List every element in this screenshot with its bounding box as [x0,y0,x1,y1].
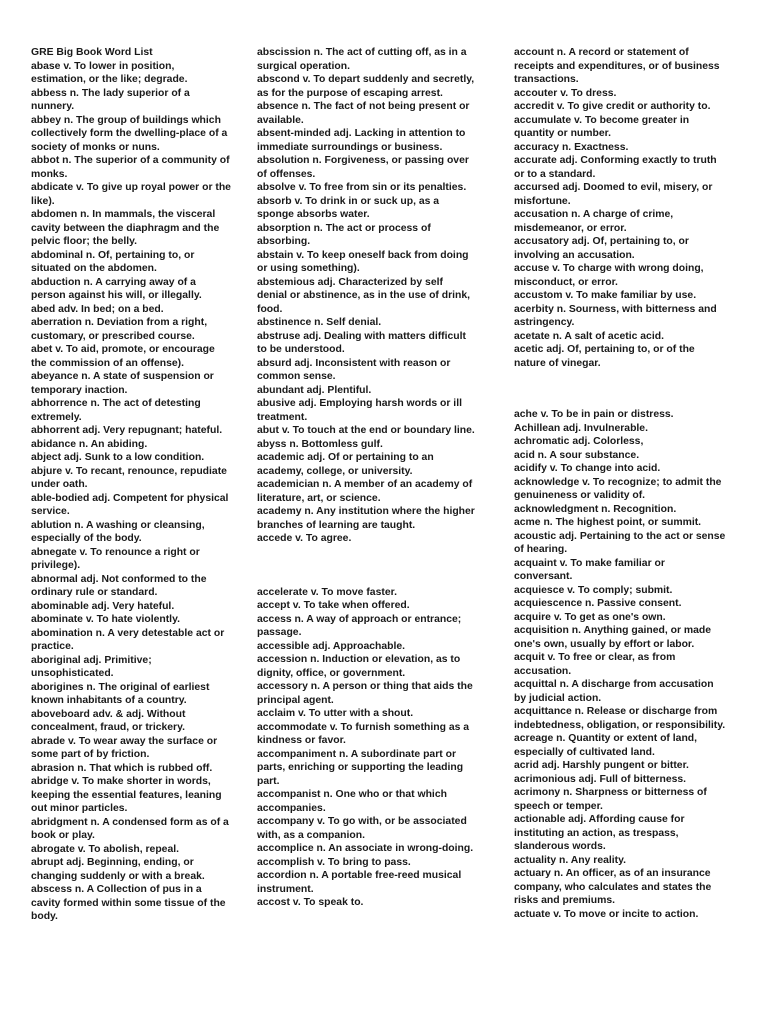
word-entry: abominable adj. Very hateful. [31,600,175,612]
word-entry: abdomen n. In mammals, the visceral cavity between the diaphragm and the pelvic floor; the belly. [31,209,220,247]
word-entry: accusatory adj. Of, pertaining to, or involving an accusation. [514,236,689,261]
word-entry: aborigines n. The original of earliest known inhabitants of a country. [31,681,210,706]
word-entry: absent-minded adj. Lacking in attention to immediate surroundings or business. [257,128,466,153]
word-entry: actuality n. Any reality. [514,854,627,866]
word-entry: abnormal adj. Not conformed to the ordinary rule or standard. [31,573,207,598]
word-entry: abbey n. The group of buildings which collectively form the dwelling-place of a society of monks or nuns. [31,114,228,153]
word-entry: actionable adj. Affording cause for instituting an action, as trespass, slanderous words. [514,814,685,852]
word-entry: abdicate v. To give up royal power or the like). [31,182,231,207]
word-entry: absorb v. To drink in or suck up, as a sponge absorbs water. [257,195,440,220]
column-2-spacer [257,546,475,586]
word-entry: acquaint v. To make familiar or conversant. [514,557,665,582]
word-entry: accusation n. A charge of crime, misdemeanor, or error. [514,209,674,234]
word-entry: abusive adj. Employing harsh words or ill treatment. [257,398,462,423]
word-entry: abstain v. To keep oneself back from doing or using something). [257,249,469,274]
word-entry: actuate v. To move or incite to action. [514,908,699,920]
word-entry: ache v. To be in pain or distress. [514,409,674,420]
word-entry: acquisition n. Anything gained, or made one's own, usually by effort or labor. [514,625,712,650]
word-entry: accuracy n. Exactness. [514,141,629,153]
word-entry: abstinence n. Self denial. [257,317,382,328]
word-entry: accelerate v. To move faster. [257,586,397,598]
word-entry: abnegate v. To renounce a right or privilege). [31,546,200,571]
word-entry: acrimony n. Sharpness or bitterness of speech or temper. [514,787,707,812]
word-entry: absorption n. The act or process of absorbing. [257,222,431,247]
word-entry: accuse v. To charge with wrong doing, misconduct, or error. [514,263,704,288]
word-entry: access n. A way of approach or entrance; passage. [257,613,462,638]
word-entry: accredit v. To give credit or authority to. [514,101,711,112]
word-entry: absurd adj. Inconsistent with reason or common sense. [257,357,451,382]
word-entry: acrimonious adj. Full of bitterness. [514,773,687,785]
word-entry: abomination n. A very detestable act or practice. [31,627,225,652]
word-entry: abundant adj. Plentiful. [257,384,372,396]
word-entry: aberration n. Deviation from a right, customary, or prescribed course. [31,317,208,342]
word-entry: abstemious adj. Characterized by self denial or abstinence, as in the use of drink, food. [257,276,471,315]
word-entry: abyss n. Bottomless gulf. [257,438,383,450]
word-entry: acoustic adj. Pertaining to the act or sense of hearing. [514,530,726,555]
word-entry: academic adj. Of or pertaining to an academy, college, or university. [257,452,434,477]
word-entry: acquiesce v. To comply; submit. [514,584,673,596]
document-title: GRE Big Book Word List [31,47,153,58]
word-entry: accumulate v. To become greater in quantity or number. [514,114,690,139]
word-entry: accompanist n. One who or that which accompanies. [257,789,447,814]
word-entry: acreage n. Quantity or extent of land, especially of cultivated land. [514,733,698,758]
word-entry: absolve v. To free from sin or its penalties. [257,182,467,193]
word-entry: abscond v. To depart suddenly and secretly, as for the purpose of escaping arrest. [257,74,475,99]
column-2-top-entries [257,46,475,546]
word-entry: abrasion n. That which is rubbed off. [31,762,213,774]
word-entry: Achillean adj. Invulnerable. [514,422,648,434]
word-entry: abrupt adj. Beginning, ending, or changing suddenly or with a break. [31,857,205,882]
column-1 [31,46,231,924]
word-entry: abhorrent adj. Very repugnant; hateful. [31,425,223,436]
word-entry: abbot n. The superior of a community of monks. [31,155,230,180]
word-entry: acclaim v. To utter with a shout. [257,708,414,719]
word-entry: accurate adj. Conforming exactly to truth or to a standard. [514,155,717,180]
column-3 [514,46,726,921]
word-entry: abhorrence n. The act of detesting extremely. [31,398,201,423]
word-entry: acquittal n. A discharge from accusation by judicial action. [514,679,714,704]
word-entry: accomplish v. To bring to pass. [257,856,411,868]
word-entry: abeyance n. A state of suspension or temporary inaction. [31,371,214,396]
word-entry: accustom v. To make familiar by use. [514,290,697,301]
word-entry: abjure v. To recant, renounce, repudiate under oath. [31,465,227,490]
word-entry: accessible adj. Approachable. [257,640,406,652]
word-entry: acquittance n. Release or discharge from indebtedness, obligation, or responsibility. [514,706,726,731]
word-entry: accost v. To speak to. [257,897,364,908]
word-entry: abridge v. To make shorter in words, keeping the essential features, leaning out minor particles. [31,776,222,814]
word-entry: aboveboard adv. & adj. Without concealment, fraud, or trickery. [31,708,186,733]
word-entry: abominate v. To hate violently. [31,614,180,625]
word-entry: abscess n. A Collection of pus in a cavity formed within some tissue of the body. [31,884,226,922]
word-entry: abut v. To touch at the end or boundary line. [257,425,475,436]
word-entry: able-bodied adj. Competent for physical service. [31,492,229,517]
word-entry: abbess n. The lady superior of a nunnery. [31,87,190,112]
word-entry: accursed adj. Doomed to evil, misery, or misfortune. [514,182,713,207]
word-entry: abidance n. An abiding. [31,438,148,450]
word-entry: acknowledgment n. Recognition. [514,503,677,515]
word-entry: academy n. Any institution where the higher branches of learning are taught. [257,506,475,531]
word-entry: abscission n. The act of cutting off, as in a surgical operation. [257,47,467,72]
word-entry: abridgment n. A condensed form as of a book or play. [31,816,229,841]
word-entry: abdominal n. Of, pertaining to, or situated on the abdomen. [31,249,195,274]
word-entry: abet v. To aid, promote, or encourage the commission of an offense). [31,344,215,369]
word-entry: accompaniment n. A subordinate part or parts, enriching or supporting the leading part. [257,748,464,787]
word-entry: accordion n. A portable free-reed musical instrument. [257,870,462,895]
word-entry: abstruse adj. Dealing with matters difficult to be understood. [257,330,467,355]
word-entry: acknowledge v. To recognize; to admit the genuineness or validity of. [514,476,722,501]
word-entry: acme n. The highest point, or summit. [514,517,702,528]
word-entry: accompany v. To go with, or be associated with, as a companion. [257,816,467,841]
word-entry: ablution n. A washing or cleansing, especially of the body. [31,519,205,544]
word-entry: abject adj. Sunk to a low condition. [31,452,205,463]
word-entry: acrid adj. Harshly pungent or bitter. [514,760,689,771]
word-entry: acetate n. A salt of acetic acid. [514,330,664,342]
word-entry: absolution n. Forgiveness, or passing over of offenses. [257,155,469,180]
column-1-entries [31,60,231,924]
word-entry: account n. A record or statement of receipts and expenditures, or of business transactions. [514,47,720,85]
column-3-top-entries [514,46,726,370]
word-entry: abed adv. In bed; on a bed. [31,303,164,315]
word-entry: accept v. To take when offered. [257,600,410,611]
word-entry: accession n. Induction or elevation, as to dignity, office, or government. [257,654,461,679]
word-entry: accommodate v. To furnish something as a kindness or favor. [257,721,470,746]
word-entry: academician n. A member of an academy of literature, art, or science. [257,479,473,504]
word-entry: achromatic adj. Colorless, [514,436,644,447]
word-entry: abase v. To lower in position, estimation, or the like; degrade. [31,60,188,85]
word-entry: actuary n. An officer, as of an insurance company, who calculates and states the risks and premiums. [514,868,712,906]
column-2-bottom-entries [257,586,475,910]
word-entry: abduction n. A carrying away of a person against his will, or illegally. [31,276,202,301]
word-entry: acerbity n. Sourness, with bitterness and astringency. [514,303,717,328]
word-entry: acidify v. To change into acid. [514,463,661,474]
word-entry: absence n. The fact of not being present or available. [257,101,470,126]
word-entry: acquiescence n. Passive consent. [514,598,682,609]
word-entry: abrogate v. To abolish, repeal. [31,843,180,855]
word-entry: acquire v. To get as one's own. [514,611,666,623]
word-entry: accomplice n. An associate in wrong-doing. [257,843,474,854]
column-3-spacer [514,370,726,408]
word-entry: acid n. A sour substance. [514,449,640,461]
word-entry: acetic adj. Of, pertaining to, or of the nature of vinegar. [514,344,695,369]
word-entry: aboriginal adj. Primitive; unsophisticated. [31,654,152,679]
word-entry: abrade v. To wear away the surface or some part of by friction. [31,735,218,760]
word-entry: accede v. To agree. [257,533,352,544]
column-2 [257,46,475,910]
column-3-bottom-entries [514,408,726,921]
word-entry: acquit v. To free or clear, as from accusation. [514,652,676,677]
word-entry: accessory n. A person or thing that aids the principal agent. [257,681,473,706]
word-entry: accouter v. To dress. [514,87,617,99]
